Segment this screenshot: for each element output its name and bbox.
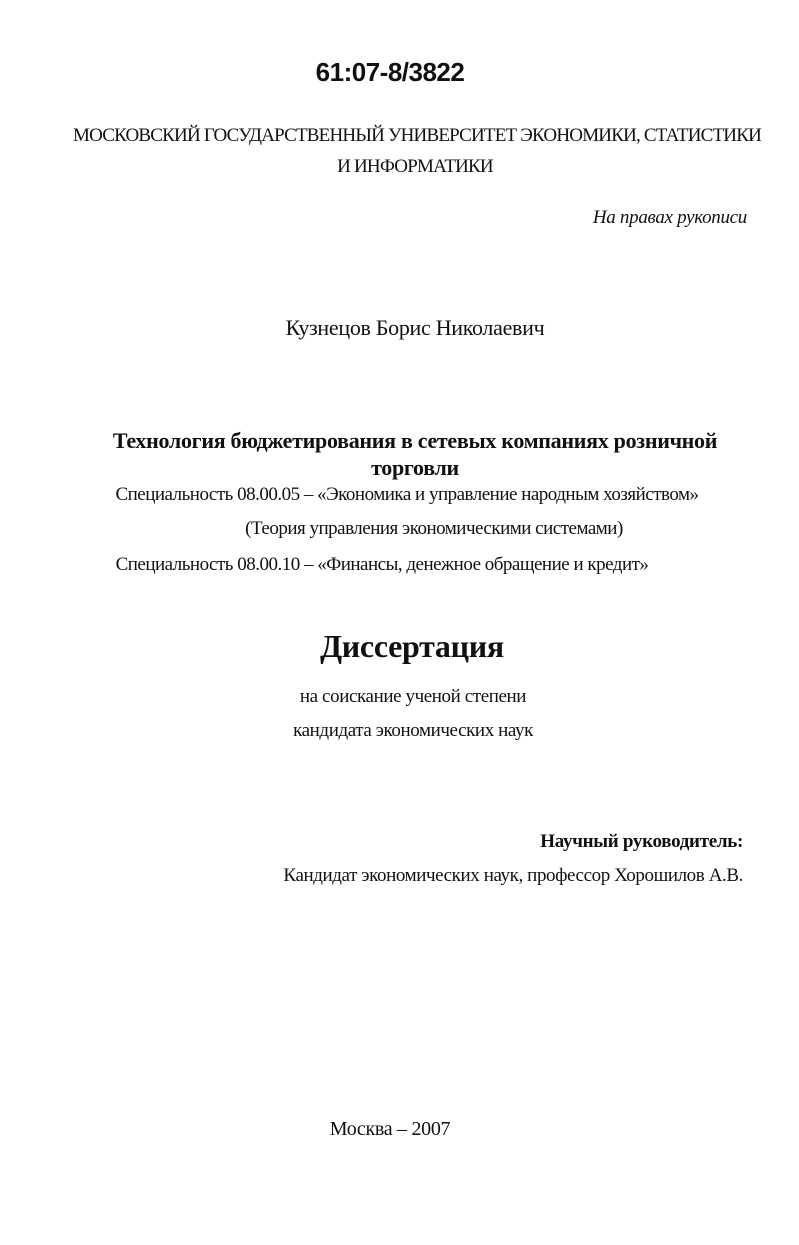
supervisor-name: Кандидат экономических наук, профессор Хорошилов А.В. bbox=[283, 865, 743, 886]
degree-line1: на соискание ученой степени bbox=[299, 686, 527, 707]
document-type-heading: Диссертация bbox=[320, 628, 504, 664]
university-name-line2: И ИНФОРМАТИКИ bbox=[337, 156, 493, 177]
catalog-code: 61:07-8/3822 bbox=[315, 57, 465, 87]
manuscript-rights-note: На правах рукописи bbox=[592, 207, 747, 228]
city-year: Москва – 2007 bbox=[329, 1118, 451, 1140]
specialty-1-subtitle: (Теория управления экономическими системами) bbox=[245, 518, 623, 539]
author-name: Кузнецов Борис Николаевич bbox=[285, 315, 545, 340]
degree-line2: кандидата экономических наук bbox=[293, 720, 533, 741]
specialty-2: Специальность 08.00.10 – «Финансы, денежное обращение и кредит» bbox=[115, 554, 649, 575]
supervisor-label: Научный руководитель: bbox=[540, 831, 743, 852]
university-name-line1: МОСКОВСКИЙ ГОСУДАРСТВЕННЫЙ УНИВЕРСИТЕТ ЭКОНОМИКИ, СТАТИСТИКИ bbox=[72, 125, 762, 146]
thesis-title-line2: торговли bbox=[371, 455, 459, 480]
specialty-1: Специальность 08.00.05 – «Экономика и управление народным хозяйством» bbox=[115, 484, 699, 505]
thesis-title-line1: Технология бюджетирования в сетевых компаниях розничной bbox=[112, 428, 718, 453]
